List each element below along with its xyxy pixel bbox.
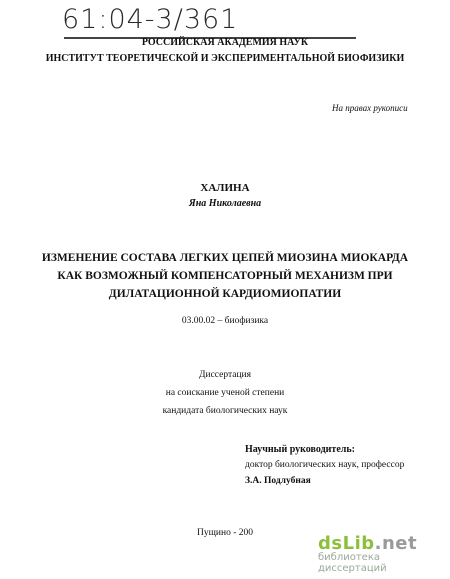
supervisor-degree: доктор биологических наук, профессор <box>245 460 405 470</box>
dslib-logo: dsLib.net <box>318 533 418 554</box>
title-line: КАК ВОЗМОЖНЫЙ КОМПЕНСАТОРНЫЙ МЕХАНИЗМ ПРИ <box>57 270 393 282</box>
dissertation-line: Диссертация <box>199 370 251 380</box>
supervisor-label: Научный руководитель: <box>245 444 355 455</box>
dissertation-line: на соискание ученой степени <box>165 388 285 398</box>
author-name: Яна Николаевна <box>188 198 262 209</box>
thesis-title <box>0 249 450 303</box>
dissertation-line: кандидата биологических наук <box>162 406 288 416</box>
title-line: ДИЛАТАЦИОННОЙ КАРДИОМИОПАТИИ <box>108 288 342 300</box>
dissertation-block <box>0 366 450 420</box>
archive-number-text: 61:04-3/361 <box>62 4 239 35</box>
rights-note: На правах рукописи <box>332 103 408 113</box>
dslib-caption: библиотека диссертаций <box>318 552 387 574</box>
author-surname: ХАЛИНА <box>200 182 250 194</box>
academy-name: РОССИЙСКАЯ АКАДЕМИЯ НАУК <box>141 37 309 48</box>
city-year: Пущино - 200 <box>196 528 253 538</box>
dslib-watermark[interactable] <box>318 533 438 574</box>
archive-number-handwritten <box>62 4 238 35</box>
supervisor-name: З.А. Подлубная <box>245 476 311 486</box>
specialty-code: 03.00.02 – биофизика <box>181 316 269 326</box>
title-line: ИЗМЕНЕНИЕ СОСТАВА ЛЕГКИХ ЦЕПЕЙ МИОЗИНА МИОКАРДА <box>41 252 409 264</box>
institute-name: ИНСТИТУТ ТЕОРЕТИЧЕСКОЙ И ЭКСПЕРИМЕНТАЛЬНОЙ БИОФИЗИКИ <box>45 53 405 64</box>
